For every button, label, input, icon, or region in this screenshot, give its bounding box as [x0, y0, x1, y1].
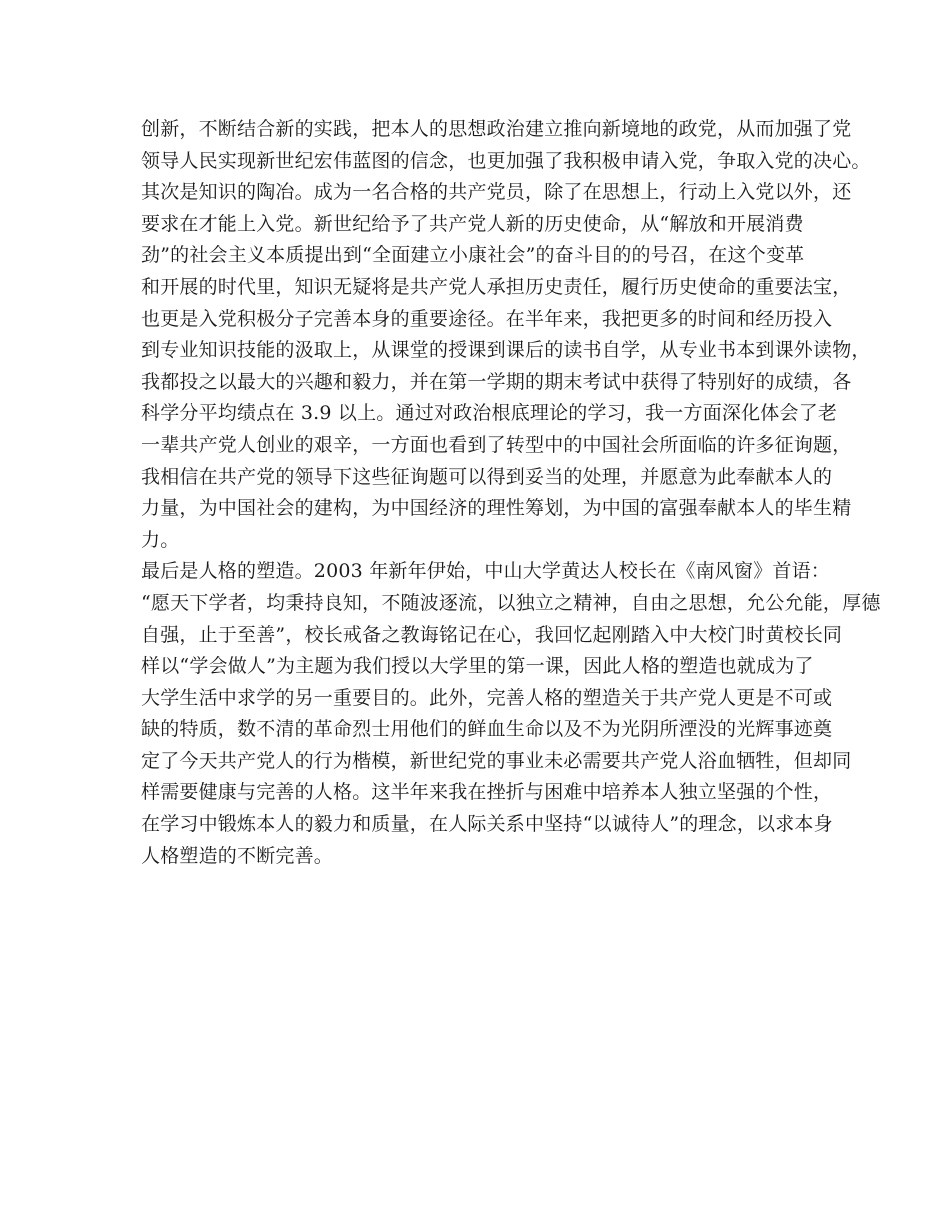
text-line: 到专业知识技能的汲取上，从课堂的授课到课后的读书自学，从专业书本到课外读物， [141, 339, 871, 362]
text-line: 我都投之以最大的兴趣和毅力，并在第一学期的期末考试中获得了特别好的成绩，各 [141, 370, 852, 393]
text-line: 样需要健康与完善的人格。这半年来我在挫折与困难中培养本人独立坚强的个性， [141, 781, 833, 804]
text-line: 力。 [141, 528, 180, 551]
text-line: 大学生活中求学的另一重要目的。此外，完善人格的塑造关于共产党人更是不可或 [141, 686, 833, 709]
text-line: 人格塑造的不断完善。 [141, 844, 334, 867]
text-line: 在学习中锻炼本人的毅力和质量，在人际关系中坚持“以诚待人”的理念，以求本身 [141, 813, 833, 836]
text-line: 样以“学会做人”为主题为我们授以大学里的第一课，因此人格的塑造也就成为了 [141, 655, 814, 678]
text-line: 和开展的时代里，知识无疑将是共产党人承担历史责任，履行历史使命的重要法宝， [141, 275, 852, 298]
text-line: 科学分平均绩点在 3.9 以上。通过对政治根底理论的学习，我一方面深化体会了老 [141, 402, 838, 425]
text-line: 自强，止于至善”，校长戒备之教诲铭记在心，我回忆起刚踏入中大校门时黄校长同 [141, 623, 843, 646]
text-line: 劲”的社会主义本质提出到“全面建立小康社会”的奋斗目的的号召，在这个变革 [141, 244, 805, 267]
text-line: 最后是人格的塑造。2003 年新年伊始，中山大学黄达人校长在《南风窗》首语： [141, 560, 830, 583]
text-line: 其次是知识的陶冶。成为一名合格的共产党员，除了在思想上，行动上入党以外，还 [141, 181, 852, 204]
text-line: 也更是入党积极分子完善本身的重要途径。在半年来，我把更多的时间和经历投入 [141, 307, 833, 330]
text-line: 力量，为中国社会的建构，为中国经济的理性筹划，为中国的富强奉献本人的毕生精 [141, 497, 852, 520]
text-line: 定了今天共产党人的行为楷模，新世纪党的事业未必需要共产党人浴血牺牲，但却同 [141, 749, 852, 772]
text-line: “愿天下学者，均秉持良知，不随波逐流，以独立之精神，自由之思想，允公允能，厚德 [141, 591, 881, 614]
text-line: 创新，不断结合新的实践，把本人的思想政治建立推向新境地的政党，从而加强了党 [141, 118, 852, 140]
text-line: 领导人民实现新世纪宏伟蓝图的信念，也更加强了我积极申请入党，争取入党的决心。 [141, 149, 871, 172]
body-text [141, 114, 881, 872]
text-line: 缺的特质，数不清的革命烈士用他们的鲜血生命以及不为光阴所湮没的光辉事迹奠 [141, 718, 833, 741]
text-line: 我相信在共产党的领导下这些征询题可以得到妥当的处理，并愿意为此奉献本人的 [141, 465, 833, 488]
text-line: 要求在才能上入党。新世纪给予了共产党人新的历史使命，从“解放和开展消费 [141, 212, 804, 235]
text-line: 一辈共产党人创业的艰辛，一方面也看到了转型中的中国社会所面临的许多征询题， [141, 433, 852, 456]
